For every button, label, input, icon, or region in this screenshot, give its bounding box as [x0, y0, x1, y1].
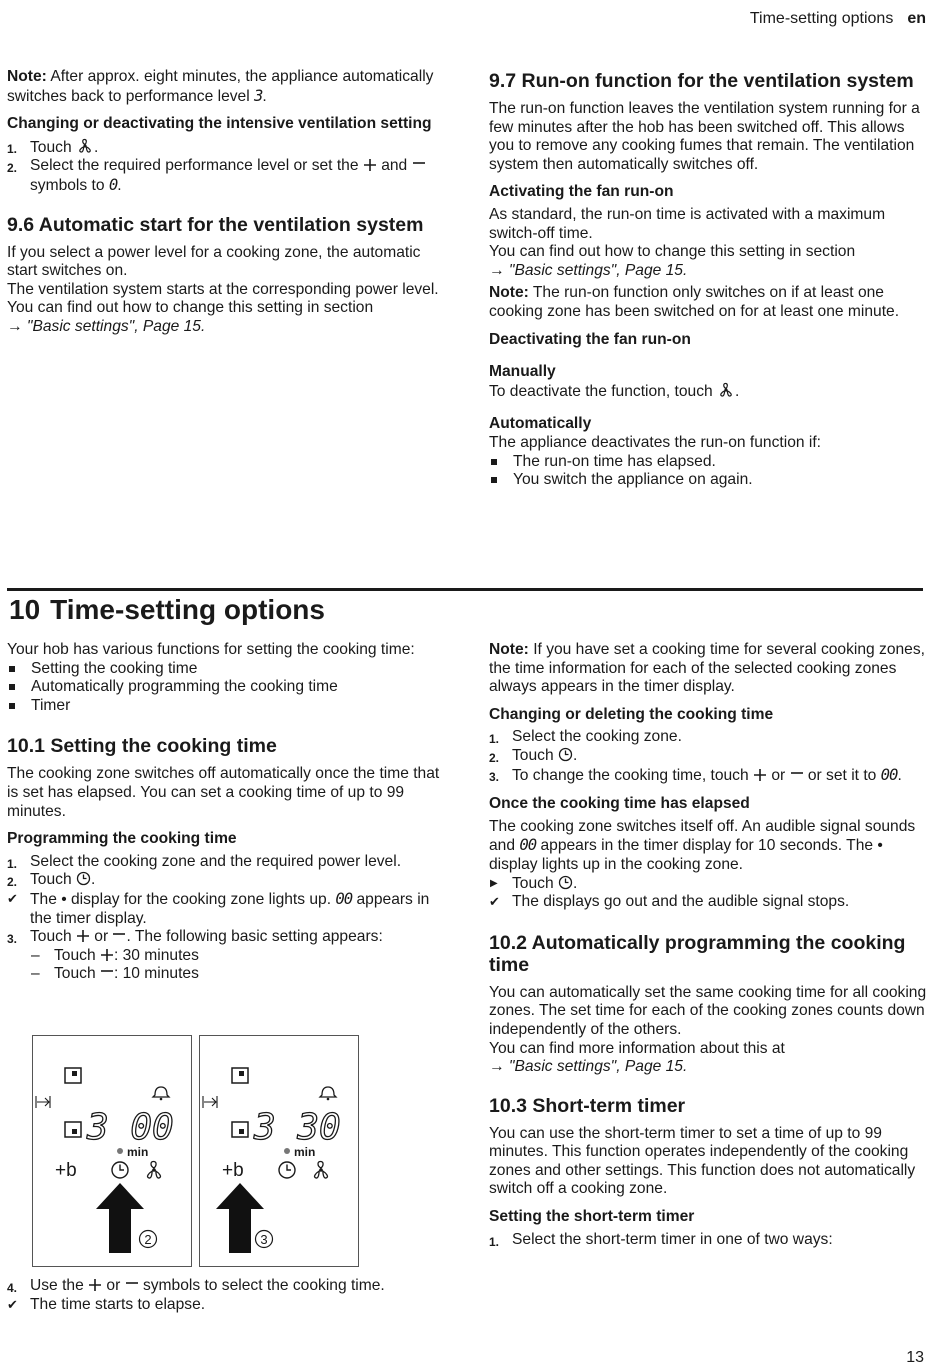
- timer-steps: [489, 1231, 929, 1250]
- plus-icon: [363, 158, 377, 172]
- list-item: 2. Touch .: [489, 746, 578, 765]
- plus-icon: [88, 1278, 102, 1292]
- fan-icon: [148, 1161, 161, 1178]
- header-language: en: [907, 10, 926, 27]
- programming-heading: Programming the cooking time: [7, 830, 237, 848]
- several-zones-note: Note: If you have set a cooking time for several cooking zones, the time information for each of the selected cooking zones always appears in the timer display.: [489, 641, 925, 696]
- programming-steps-final: [7, 1277, 447, 1296]
- right-bottom-column: [489, 641, 929, 1249]
- s97-paragraph: The run-on function leaves the ventilation system running for a few minutes after the hob has been switched off. This allows you to remove any cooking fumes that remain. The ventilation system then automatically switches off.: [489, 100, 920, 173]
- list-item: 1. Select the short-term timer in one of two ways:: [489, 1230, 833, 1249]
- list-item: Automatically programming the cooking time: [7, 678, 447, 697]
- left-top-column: [7, 68, 447, 337]
- run-on-note: Note: The run-on function only switches on if at least one cooking zone has been switched on for at least one minute.: [489, 284, 900, 320]
- section-9-6-title: 9.6 Automatic start for the ventilation system: [7, 213, 424, 236]
- fan-icon: [76, 138, 94, 154]
- deactivating-heading: Deactivating the fan run-on: [489, 330, 691, 348]
- section-10-1-title: 10.1 Setting the cooking time: [7, 735, 277, 758]
- right-top-column: [489, 70, 929, 490]
- panel-drawing: [200, 1036, 358, 1266]
- intensive-heading: Changing or deactivating the intensive ventilation setting: [7, 115, 432, 133]
- action-item: ▶ Touch .: [490, 874, 578, 892]
- list-item: 3. Touch or . The following basic setting appears:: [7, 928, 383, 947]
- header-section: Time-setting options: [749, 10, 894, 27]
- plus-b-label: +b: [222, 1160, 244, 1181]
- automatically-list: [489, 453, 929, 490]
- elapsed-paragraph: The cooking zone switches itself off. An audible signal sounds and 00 appears in the timer display for 10 seconds. The • display lights up in the cooking zone.: [489, 817, 916, 873]
- minus-icon: [790, 768, 804, 782]
- minus-icon: [412, 158, 426, 172]
- s103-paragraph: You can use the short-term timer to set a time of up to 99 minutes. This function operates independently of the cooking zones and other settings. This function does not automatically switch off a cooking zone.: [489, 1124, 916, 1198]
- automatically-heading: Automatically: [489, 415, 592, 433]
- bell-icon: [320, 1087, 336, 1100]
- triangle-bullet-icon: ▶: [490, 877, 498, 889]
- setting-timer-heading: Setting the short-term timer: [489, 1208, 695, 1226]
- list-item: 2. Touch .: [7, 871, 96, 890]
- timer-arrow-icon: [203, 1096, 217, 1108]
- automatically-text: The appliance deactivates the run-on function if:: [489, 433, 822, 451]
- dash-item: – Touch : 10 minutes: [31, 965, 199, 983]
- list-item: 3. To change the cooking time, touch or or set it to 00.: [489, 765, 902, 784]
- callout-number: 3: [260, 1232, 268, 1247]
- fan-icon: [717, 382, 735, 398]
- s102-paragraph-2: You can find more information about this at: [489, 1039, 785, 1057]
- clock-icon: [76, 871, 91, 886]
- activating-heading: Activating the fan run-on: [489, 183, 674, 201]
- result-item: ✔ The displays go out and the audible signal stops.: [489, 893, 850, 911]
- panel-drawing: [33, 1036, 191, 1266]
- section-10-3-title: 10.3 Short-term timer: [489, 1094, 686, 1117]
- elapsed-heading: Once the cooking time has elapsed: [489, 795, 750, 813]
- clock-icon: [558, 747, 573, 762]
- s102-paragraph-1: You can automatically set the same cooking time for all cooking zones. The set time for each of the cooking zones counts down independently of the others.: [489, 983, 927, 1038]
- changing-heading: Changing or deleting the cooking time: [489, 705, 774, 723]
- clock-icon: [279, 1162, 295, 1178]
- plus-icon: [76, 929, 90, 943]
- changing-steps: [489, 728, 929, 785]
- dash-item: – Touch : 30 minutes: [31, 946, 199, 964]
- activating-paragraph-1: As standard, the run-on time is activated with a maximum switch-off time.: [489, 205, 886, 242]
- timer-arrow-icon: [36, 1096, 50, 1108]
- chapter-intro: Your hob has various functions for setting the cooking time:: [7, 641, 415, 658]
- intensive-steps: [7, 138, 447, 196]
- programming-steps: [7, 853, 447, 890]
- minus-icon: [125, 1278, 139, 1292]
- list-item: 4. Use the or symbols to select the cooking time.: [7, 1277, 385, 1295]
- minus-icon: [100, 966, 114, 980]
- section-10-2-title: 10.2 Automatically programming the cooking time: [489, 931, 906, 976]
- intro-list: [7, 660, 447, 716]
- basic-settings-link[interactable]: → "Basic settings", Page 15.: [7, 317, 206, 335]
- timer-display: 3 00: [87, 1107, 174, 1148]
- basic-settings-link[interactable]: → "Basic settings", Page 15.: [489, 261, 688, 279]
- s96-paragraph-2: The ventilation system starts at the corresponding power level. You can find out how to change this setting in section: [7, 280, 439, 317]
- plus-icon: [753, 768, 767, 782]
- list-item: 1. Touch .: [7, 138, 99, 156]
- result-item: ✔ The • display for the cooking zone lights up. 00 appears in the timer display.: [7, 889, 430, 927]
- minus-icon: [112, 929, 126, 943]
- running-header: [750, 10, 926, 28]
- list-item: 1. Select the cooking zone.: [489, 728, 682, 747]
- clock-icon: [558, 875, 573, 890]
- list-item: You switch the appliance on again.: [489, 471, 929, 490]
- check-icon: ✔: [7, 890, 18, 906]
- chapter-title: 10 Time-setting options: [9, 594, 325, 625]
- programming-steps-continued: [7, 928, 447, 947]
- list-item: 2. Select the required performance level or set the and symbols to 0.: [7, 157, 447, 195]
- result-item: ✔ The time starts to elapse.: [7, 1295, 206, 1313]
- clock-icon: [112, 1162, 128, 1178]
- plus-icon: [100, 948, 114, 962]
- min-label: min: [294, 1145, 316, 1159]
- manually-heading: Manually: [489, 363, 556, 381]
- activating-paragraph-2: You can find out how to change this setting in section: [489, 243, 856, 261]
- section-9-7-title: 9.7 Run-on function for the ventilation system: [489, 70, 914, 92]
- list-item: 1. Select the cooking zone and the required power level.: [7, 852, 402, 871]
- list-item: Timer: [7, 697, 447, 716]
- page-number: 13: [906, 1349, 924, 1366]
- chapter-divider: [7, 588, 923, 591]
- check-icon: ✔: [7, 1296, 18, 1312]
- control-panel-illustration-30-min: [32, 1035, 192, 1267]
- s96-paragraph-1: If you select a power level for a cooking zone, the automatic start switches on.: [7, 243, 421, 280]
- fan-icon: [315, 1161, 328, 1178]
- left-final-steps: [7, 1277, 447, 1314]
- bell-icon: [153, 1087, 169, 1100]
- left-bottom-column: [7, 641, 447, 984]
- plus-b-label: +b: [55, 1160, 77, 1181]
- s101-paragraph: The cooking zone switches off automatically once the time that is set has elapsed. You can set a cooking time of up to 99 minutes.: [7, 765, 440, 820]
- note-paragraph: Note: After approx. eight minutes, the appliance automatically switches back to performance level 3.: [7, 68, 434, 105]
- list-item: Setting the cooking time: [7, 660, 447, 679]
- control-panel-illustration-10-min: [199, 1035, 359, 1267]
- timer-display: 3 30: [254, 1107, 341, 1148]
- manually-text: To deactivate the function, touch .: [489, 382, 740, 400]
- basic-settings-link[interactable]: → "Basic settings", Page 15.: [489, 1058, 688, 1076]
- min-label: min: [127, 1145, 149, 1159]
- callout-number: 2: [144, 1232, 152, 1247]
- check-icon: ✔: [489, 894, 500, 910]
- list-item: The run-on time has elapsed.: [489, 453, 929, 472]
